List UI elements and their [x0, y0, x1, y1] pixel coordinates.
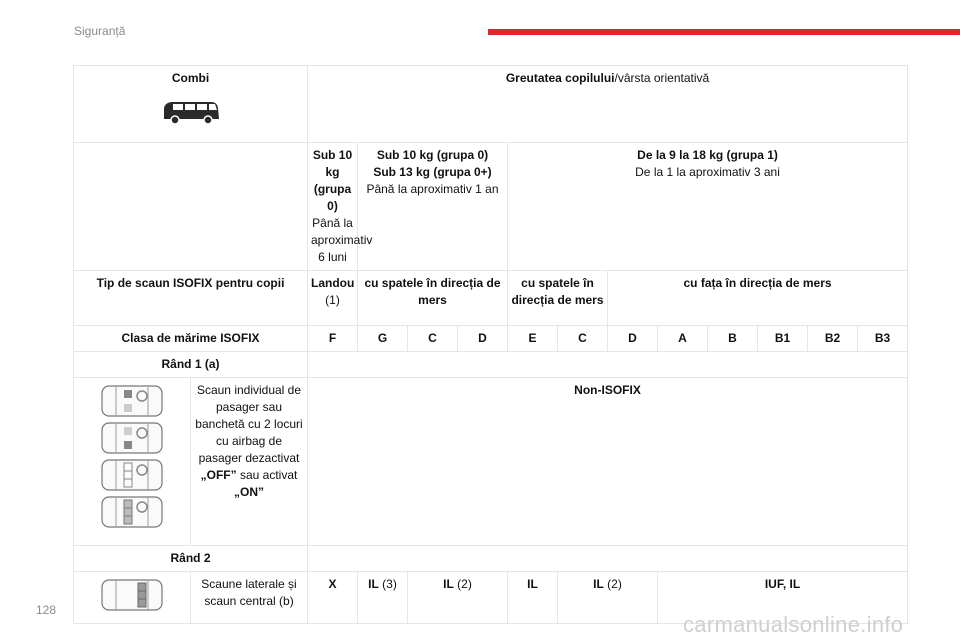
rear-facing-1: cu spatele în direcția de mers	[358, 271, 508, 326]
empty-cell	[308, 352, 908, 378]
row1-desc	[191, 378, 308, 546]
row1-label: Rând 1 (a)	[74, 352, 308, 378]
forward-facing: cu fața în direcția de mers	[608, 271, 908, 326]
seat-type-label: Tip de scaun ISOFIX pentru copii	[74, 271, 308, 326]
isofix-table	[73, 65, 908, 624]
weight-header-rest: /vârsta orientativă	[614, 71, 710, 85]
watermark: carmanualsonline.info	[683, 612, 904, 637]
landou-cell	[308, 271, 358, 326]
row2-value-bold: IL	[527, 577, 538, 591]
row1-desc-text: Scaun individual de pasager sau banchetă cu 2 locuri cu airbag de pasager dezactivat	[195, 383, 303, 465]
airbag-off-label: „OFF”	[200, 468, 237, 482]
row2-value-bold: X	[328, 577, 337, 591]
row2-icon-cell	[74, 572, 191, 624]
group-0plus-title: Sub 13 kg (grupa 0+)	[373, 165, 492, 179]
page-number: 128	[36, 603, 57, 617]
weight-header	[308, 66, 908, 143]
group-0-age: Până la aproximativ 6 luni	[311, 216, 373, 264]
landou-label: Landou	[311, 276, 355, 290]
car-top-view-front-seat-icon	[100, 384, 164, 418]
airbag-on-label: „ON”	[234, 485, 264, 499]
size-class: C	[558, 326, 608, 352]
size-class: A	[658, 326, 708, 352]
size-class: B3	[858, 326, 908, 352]
group-1-age: De la 1 la aproximativ 3 ani	[635, 165, 780, 179]
vehicle-cell	[74, 66, 308, 143]
row1-desc-mid: sau activat	[236, 468, 298, 482]
rear-facing-2: cu spatele în direcția de mers	[508, 271, 608, 326]
size-class: F	[308, 326, 358, 352]
group-0-title: Sub 10 kg (grupa 0)	[312, 148, 353, 213]
size-class: B1	[758, 326, 808, 352]
car-top-view-bench-seat-icon	[100, 495, 164, 529]
size-class: B	[708, 326, 758, 352]
group-1-cell	[508, 143, 908, 271]
vehicle-label: Combi	[171, 71, 210, 85]
group-0-title-b: Sub 10 kg (grupa 0)	[376, 148, 489, 162]
group-0-cell	[308, 143, 373, 271]
car-top-view-rear-seats-icon	[100, 578, 164, 612]
car-top-view-front-seat-icon	[100, 421, 164, 455]
section-title: Siguranță	[74, 24, 126, 38]
empty-cell	[74, 143, 308, 271]
row2-label: Rând 2	[74, 546, 308, 572]
size-class: C	[408, 326, 458, 352]
row2-value-cd2	[558, 572, 658, 624]
row2-value-bold: IUF, IL	[764, 577, 801, 591]
size-class: D	[608, 326, 658, 352]
size-class: B2	[808, 326, 858, 352]
row2-value-note: (2)	[453, 577, 472, 591]
accent-bar	[488, 29, 960, 35]
row2-value-cd	[408, 572, 508, 624]
size-class: G	[358, 326, 408, 352]
row1-value: Non-ISOFIX	[308, 378, 908, 546]
row2-value-note: (3)	[378, 577, 397, 591]
landou-note: (1)	[325, 293, 340, 307]
van-side-icon	[161, 99, 221, 125]
row2-value-e	[508, 572, 558, 624]
size-class: E	[508, 326, 558, 352]
empty-cell	[308, 546, 908, 572]
group-0plus-cell	[358, 143, 508, 271]
row2-value-bold: IL	[593, 577, 604, 591]
size-class-label: Clasa de mărime ISOFIX	[74, 326, 308, 352]
row2-desc: Scaune laterale și scaun central (b)	[191, 572, 308, 624]
row2-value-bold: IL	[443, 577, 454, 591]
group-0plus-age: Până la aproximativ 1 an	[366, 182, 499, 196]
row2-value-note: (2)	[603, 577, 622, 591]
car-top-view-bench-seat-icon	[100, 458, 164, 492]
row1-icons-cell	[74, 378, 191, 546]
row2-value-g	[358, 572, 408, 624]
group-1-title: De la 9 la 18 kg (grupa 1)	[637, 148, 778, 162]
size-class: D	[458, 326, 508, 352]
weight-header-bold: Greutatea copilului	[505, 71, 615, 85]
row2-value-bold: IL	[368, 577, 379, 591]
row2-value-f	[308, 572, 358, 624]
